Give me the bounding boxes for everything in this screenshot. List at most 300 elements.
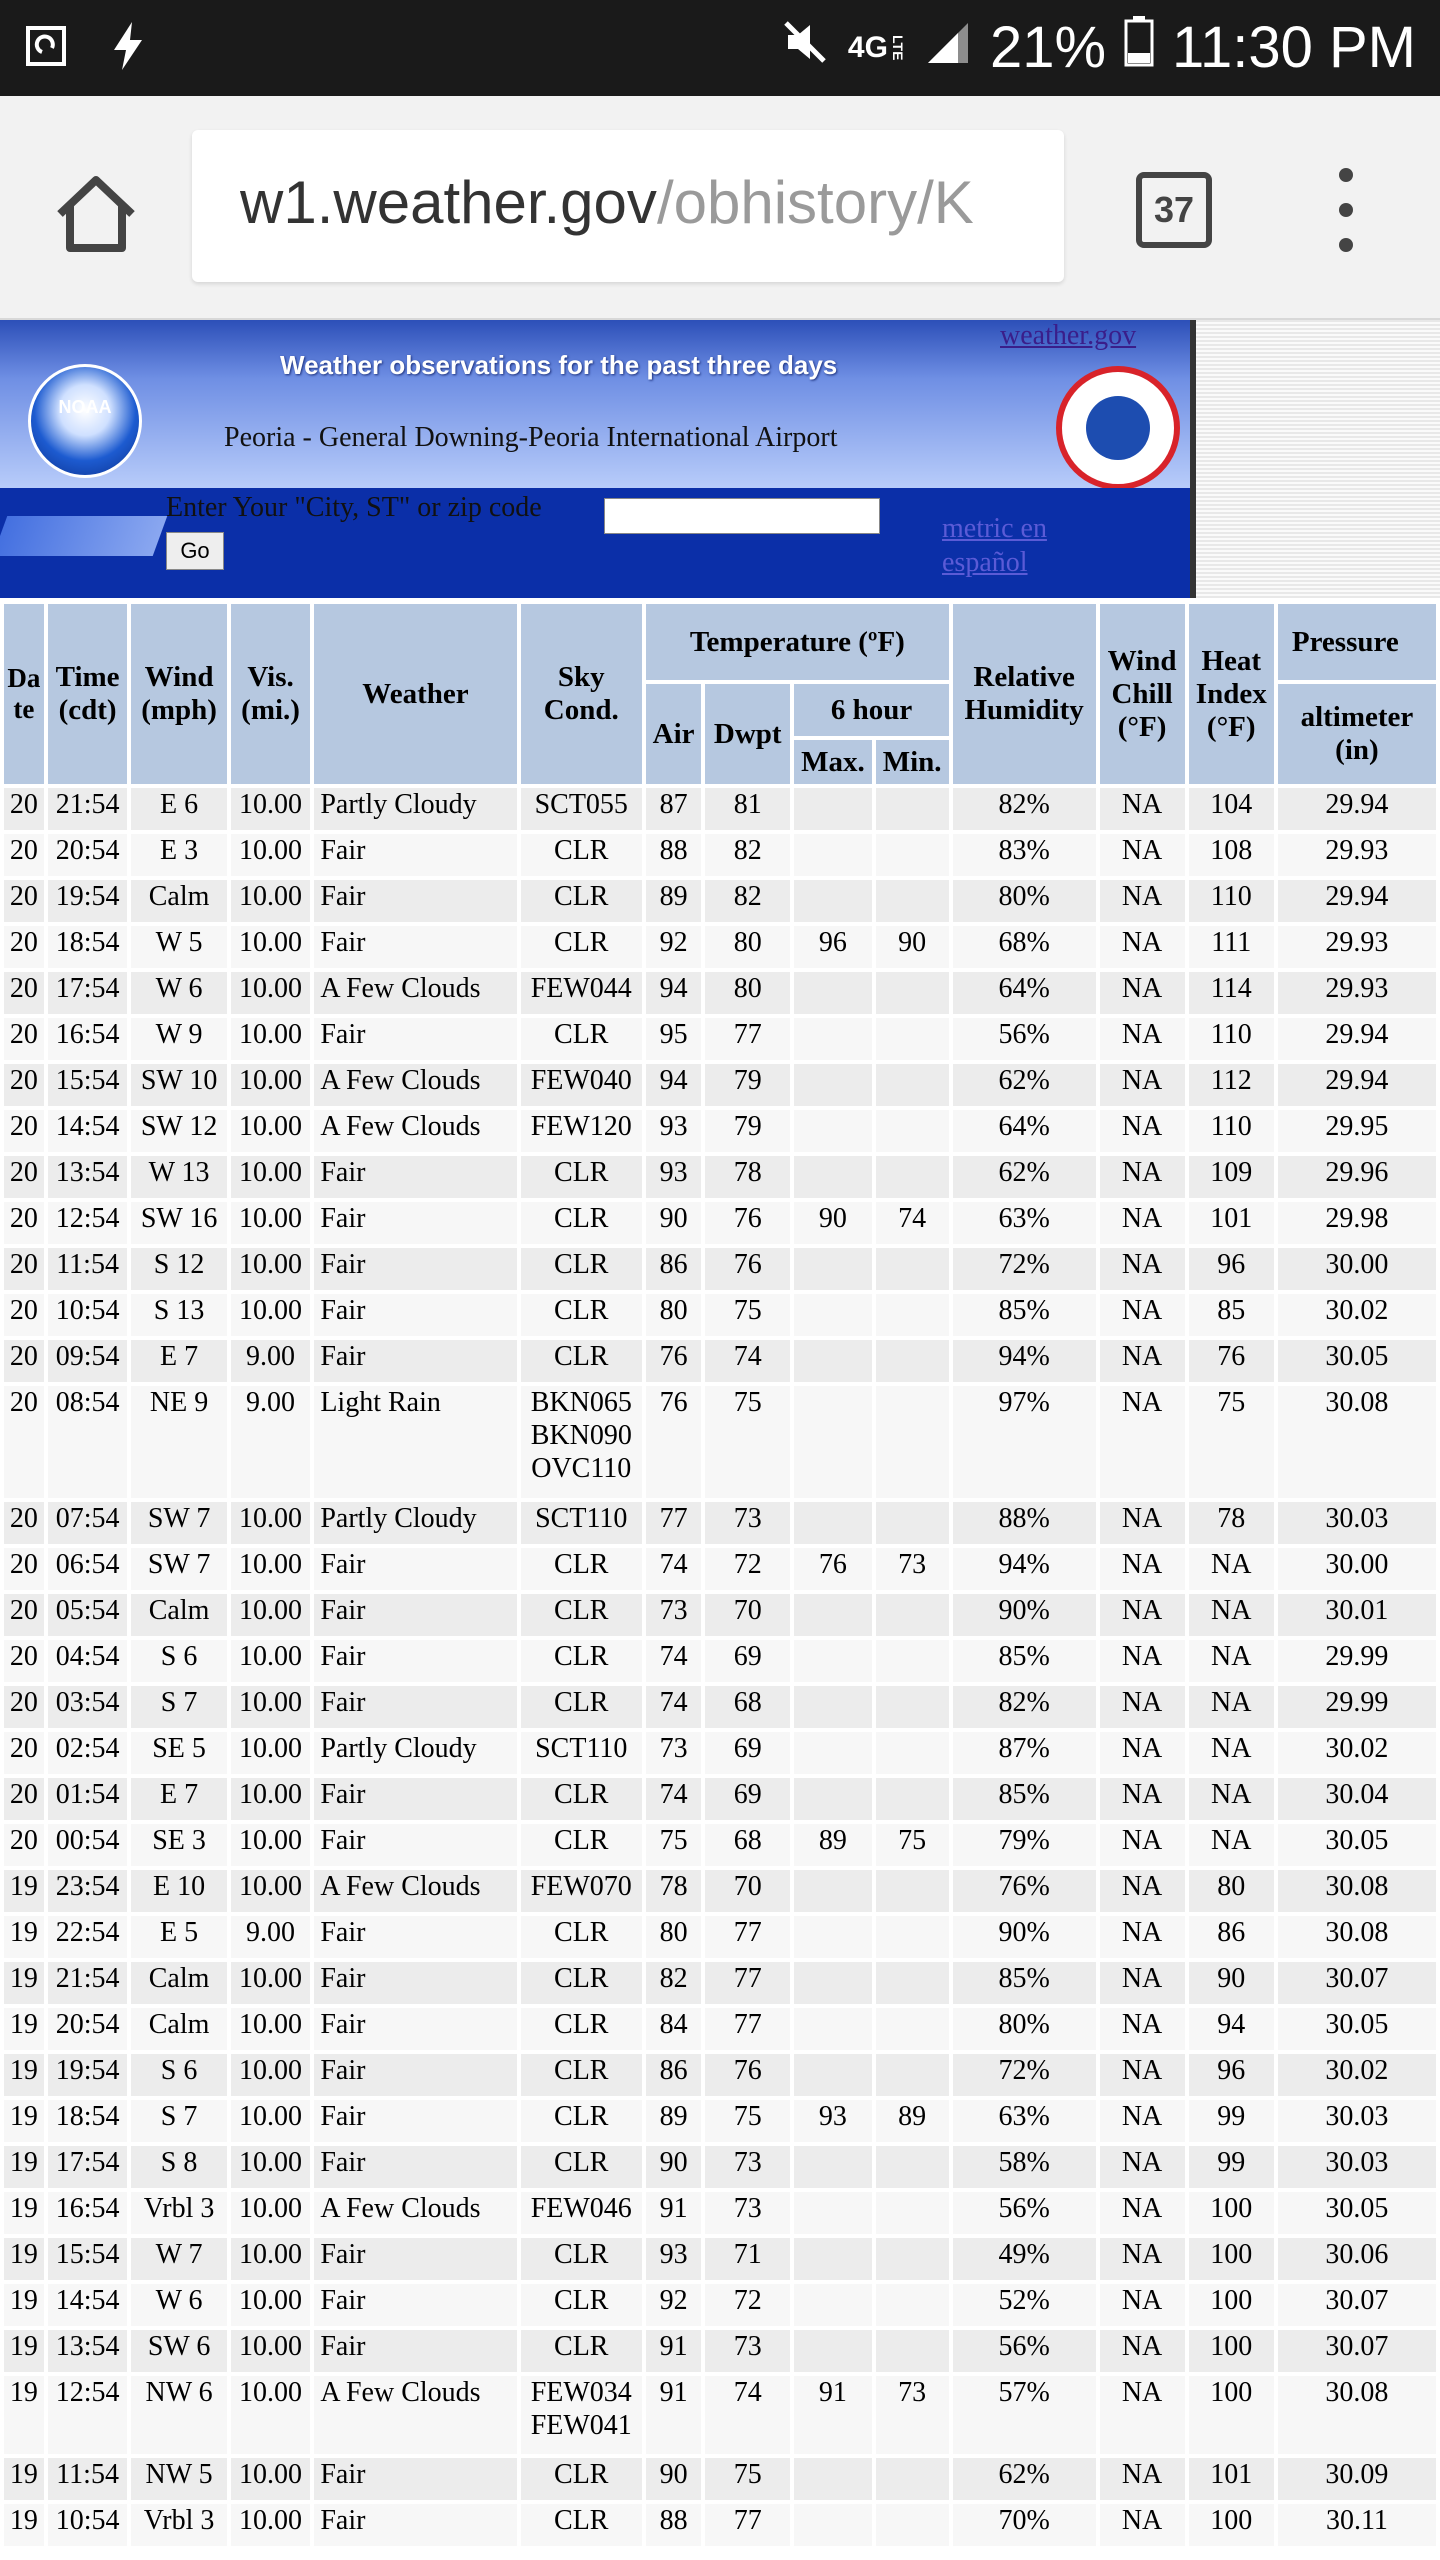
- cell-wind-chill: NA: [1100, 972, 1185, 1014]
- cell-wind: SW 7: [131, 1548, 226, 1590]
- cell-dewpoint: 68: [705, 1824, 790, 1866]
- table-row: [4, 1686, 1436, 1728]
- cell-altimeter: 29.94: [1278, 1018, 1436, 1060]
- cell-altimeter: 29.93: [1278, 834, 1436, 876]
- header-dewpoint: Dwpt: [705, 684, 790, 784]
- cell-six-hour-min: [876, 1916, 949, 1958]
- cell-time: 13:54: [48, 1156, 128, 1198]
- cell-six-hour-min: [876, 2054, 949, 2096]
- cell-six-hour-max: [794, 2146, 871, 2188]
- cell-air-temp: 88: [646, 834, 701, 876]
- cell-wind-chill: NA: [1100, 1502, 1185, 1544]
- table-row: [4, 972, 1436, 1014]
- cell-humidity: 85%: [953, 1294, 1096, 1336]
- cell-altimeter: 30.01: [1278, 1594, 1436, 1636]
- table-row: [4, 2376, 1436, 2454]
- cell-sky-condition: SCT110: [521, 1732, 642, 1774]
- cell-altimeter: 30.02: [1278, 1732, 1436, 1774]
- cell-six-hour-min: [876, 834, 949, 876]
- weather-gov-link[interactable]: weather.gov: [1000, 320, 1137, 351]
- cell-sky-condition: CLR: [521, 880, 642, 922]
- screen-rotate-icon: [20, 20, 72, 72]
- overflow-menu-button[interactable]: [1326, 168, 1366, 252]
- cell-altimeter: 29.93: [1278, 972, 1436, 1014]
- cell-wind: Calm: [131, 1962, 226, 2004]
- cell-six-hour-max: [794, 972, 871, 1014]
- noaa-logo-icon[interactable]: [28, 364, 142, 478]
- cell-time: 14:54: [48, 2284, 128, 2326]
- cell-wind-chill: NA: [1100, 1294, 1185, 1336]
- cell-heat-index: 86: [1189, 1916, 1274, 1958]
- cell-date: 19: [4, 2504, 44, 2546]
- cell-sky-condition: CLR: [521, 2504, 642, 2546]
- cell-visibility: 10.00: [231, 2238, 311, 2280]
- cell-altimeter: 30.05: [1278, 1824, 1436, 1866]
- cell-heat-index: NA: [1189, 1732, 1274, 1774]
- cell-heat-index: 108: [1189, 834, 1274, 876]
- cell-weather: Partly Cloudy: [314, 788, 516, 830]
- cell-wind-chill: NA: [1100, 2504, 1185, 2546]
- cell-six-hour-max: [794, 2192, 871, 2234]
- cell-six-hour-min: 74: [876, 1202, 949, 1244]
- cell-weather: A Few Clouds: [314, 1870, 516, 1912]
- cell-wind-chill: NA: [1100, 2284, 1185, 2326]
- cell-humidity: 49%: [953, 2238, 1096, 2280]
- header-wind-chill: Wind Chill (°F): [1100, 604, 1185, 784]
- cell-wind-chill: NA: [1100, 1916, 1185, 1958]
- cell-weather: A Few Clouds: [314, 2376, 516, 2454]
- cell-six-hour-min: [876, 1502, 949, 1544]
- cell-heat-index: 100: [1189, 2504, 1274, 2546]
- cell-time: 06:54: [48, 1548, 128, 1590]
- cell-sky-condition: CLR: [521, 1202, 642, 1244]
- cell-date: 19: [4, 2008, 44, 2050]
- cell-sky-condition: CLR: [521, 2458, 642, 2500]
- cell-time: 21:54: [48, 1962, 128, 2004]
- cell-wind: SW 12: [131, 1110, 226, 1152]
- header-wind: Wind (mph): [131, 604, 226, 784]
- table-row: [4, 1202, 1436, 1244]
- cell-six-hour-max: [794, 1386, 871, 1498]
- cell-humidity: 82%: [953, 788, 1096, 830]
- cell-dewpoint: 75: [705, 1294, 790, 1336]
- cell-altimeter: 29.95: [1278, 1110, 1436, 1152]
- cell-weather: A Few Clouds: [314, 1110, 516, 1152]
- clock: 11:30 PM: [1172, 15, 1416, 80]
- cell-humidity: 85%: [953, 1962, 1096, 2004]
- cell-weather: Fair: [314, 2238, 516, 2280]
- cell-wind: W 13: [131, 1156, 226, 1198]
- cell-altimeter: 30.03: [1278, 1502, 1436, 1544]
- cell-time: 18:54: [48, 2100, 128, 2142]
- cell-date: 20: [4, 1294, 44, 1336]
- cell-air-temp: 84: [646, 2008, 701, 2050]
- cell-visibility: 10.00: [231, 1156, 311, 1198]
- cell-air-temp: 89: [646, 2100, 701, 2142]
- cell-visibility: 10.00: [231, 1824, 311, 1866]
- cell-visibility: 9.00: [231, 1916, 311, 1958]
- cell-wind: SE 5: [131, 1732, 226, 1774]
- cell-wind: W 5: [131, 926, 226, 968]
- url-domain: w1.weather.gov: [240, 169, 657, 236]
- cell-date: 19: [4, 1916, 44, 1958]
- cell-wind-chill: NA: [1100, 1824, 1185, 1866]
- cell-wind-chill: NA: [1100, 788, 1185, 830]
- cell-air-temp: 74: [646, 1548, 701, 1590]
- go-button[interactable]: Go: [166, 532, 224, 570]
- cell-date: 20: [4, 834, 44, 876]
- cell-sky-condition: CLR: [521, 2238, 642, 2280]
- cell-air-temp: 73: [646, 1732, 701, 1774]
- cell-date: 19: [4, 2146, 44, 2188]
- cell-six-hour-max: 76: [794, 1548, 871, 1590]
- cell-six-hour-min: [876, 788, 949, 830]
- table-row: [4, 1594, 1436, 1636]
- cell-visibility: 10.00: [231, 880, 311, 922]
- cell-six-hour-min: [876, 2146, 949, 2188]
- cell-visibility: 10.00: [231, 1294, 311, 1336]
- cell-time: 17:54: [48, 972, 128, 1014]
- cell-sky-condition: FEW044: [521, 972, 642, 1014]
- banner-tab-decoration: [0, 516, 167, 556]
- cell-dewpoint: 76: [705, 2054, 790, 2096]
- cell-heat-index: 96: [1189, 2054, 1274, 2096]
- menu-dot-icon: [1339, 203, 1353, 217]
- cell-humidity: 76%: [953, 1870, 1096, 1912]
- header-weather: Weather: [314, 604, 516, 784]
- cell-wind-chill: NA: [1100, 2192, 1185, 2234]
- cell-sky-condition: CLR: [521, 2054, 642, 2096]
- cell-wind-chill: NA: [1100, 1594, 1185, 1636]
- cell-wind: SW 16: [131, 1202, 226, 1244]
- observations-table: [0, 600, 1440, 2550]
- network-label: 4G: [847, 30, 888, 64]
- cell-humidity: 56%: [953, 2192, 1096, 2234]
- cell-heat-index: 101: [1189, 2458, 1274, 2500]
- cell-dewpoint: 77: [705, 1962, 790, 2004]
- table-row: [4, 1248, 1436, 1290]
- cell-weather: A Few Clouds: [314, 1064, 516, 1106]
- cell-wind: S 13: [131, 1294, 226, 1336]
- table-row: [4, 1502, 1436, 1544]
- cell-six-hour-max: [794, 1640, 871, 1682]
- network-type: [848, 31, 906, 65]
- cell-six-hour-max: [794, 1870, 871, 1912]
- cell-weather: A Few Clouds: [314, 2192, 516, 2234]
- cell-visibility: 10.00: [231, 2284, 311, 2326]
- cell-visibility: 10.00: [231, 1248, 311, 1290]
- cell-wind-chill: NA: [1100, 1870, 1185, 1912]
- tab-switcher-button[interactable]: 37: [1136, 172, 1212, 248]
- table-row: [4, 1386, 1436, 1498]
- cell-sky-condition: CLR: [521, 1156, 642, 1198]
- cell-humidity: 85%: [953, 1778, 1096, 1820]
- cell-six-hour-min: [876, 2458, 949, 2500]
- cell-date: 20: [4, 1502, 44, 1544]
- cell-wind: E 10: [131, 1870, 226, 1912]
- cell-dewpoint: 76: [705, 1248, 790, 1290]
- header-time: Time (cdt): [48, 604, 128, 784]
- cell-sky-condition: BKN065 BKN090 OVC110: [521, 1386, 642, 1498]
- cell-altimeter: 30.08: [1278, 2376, 1436, 2454]
- cell-heat-index: 100: [1189, 2376, 1274, 2454]
- cell-time: 15:54: [48, 1064, 128, 1106]
- cell-time: 14:54: [48, 1110, 128, 1152]
- cell-weather: Fair: [314, 1594, 516, 1636]
- cell-dewpoint: 75: [705, 1386, 790, 1498]
- cell-dewpoint: 74: [705, 1340, 790, 1382]
- cell-visibility: 10.00: [231, 2458, 311, 2500]
- cell-dewpoint: 81: [705, 788, 790, 830]
- cell-heat-index: 75: [1189, 1386, 1274, 1498]
- cell-air-temp: 77: [646, 1502, 701, 1544]
- cell-dewpoint: 72: [705, 2284, 790, 2326]
- cell-dewpoint: 71: [705, 2238, 790, 2280]
- cell-wind: NW 5: [131, 2458, 226, 2500]
- cell-date: 20: [4, 1640, 44, 1682]
- cell-dewpoint: 72: [705, 1548, 790, 1590]
- cell-weather: Fair: [314, 1018, 516, 1060]
- cell-humidity: 62%: [953, 2458, 1096, 2500]
- table-row: [4, 2458, 1436, 2500]
- cell-air-temp: 90: [646, 2458, 701, 2500]
- cell-time: 11:54: [48, 2458, 128, 2500]
- cell-wind: SW 6: [131, 2330, 226, 2372]
- cell-visibility: 10.00: [231, 2376, 311, 2454]
- cell-altimeter: 30.05: [1278, 1340, 1436, 1382]
- cell-altimeter: 30.11: [1278, 2504, 1436, 2546]
- cell-air-temp: 92: [646, 2284, 701, 2326]
- cell-wind-chill: NA: [1100, 1202, 1185, 1244]
- cell-six-hour-max: [794, 2504, 871, 2546]
- cell-wind: NE 9: [131, 1386, 226, 1498]
- cell-humidity: 88%: [953, 1502, 1096, 1544]
- cell-dewpoint: 70: [705, 1870, 790, 1912]
- cell-sky-condition: FEW070: [521, 1870, 642, 1912]
- cell-six-hour-max: [794, 1110, 871, 1152]
- cell-humidity: 64%: [953, 972, 1096, 1014]
- cell-altimeter: 29.99: [1278, 1640, 1436, 1682]
- cell-altimeter: 30.08: [1278, 1386, 1436, 1498]
- cell-wind-chill: NA: [1100, 2458, 1185, 2500]
- cell-humidity: 90%: [953, 1594, 1096, 1636]
- cell-wind: E 3: [131, 834, 226, 876]
- cell-dewpoint: 75: [705, 2100, 790, 2142]
- cell-altimeter: 30.03: [1278, 2146, 1436, 2188]
- cell-altimeter: 30.08: [1278, 1870, 1436, 1912]
- cell-wind: S 7: [131, 2100, 226, 2142]
- cell-date: 20: [4, 1202, 44, 1244]
- cell-humidity: 58%: [953, 2146, 1096, 2188]
- cell-weather: Fair: [314, 2054, 516, 2096]
- cell-sky-condition: SCT055: [521, 788, 642, 830]
- table-row: [4, 2238, 1436, 2280]
- cell-air-temp: 92: [646, 926, 701, 968]
- cell-heat-index: NA: [1189, 1594, 1274, 1636]
- table-row: [4, 1824, 1436, 1866]
- observations-body: [4, 788, 1436, 2546]
- signal-icon: [924, 14, 972, 81]
- cell-six-hour-max: [794, 2054, 871, 2096]
- cell-date: 20: [4, 880, 44, 922]
- cell-six-hour-min: [876, 1594, 949, 1636]
- table-row: [4, 834, 1436, 876]
- cell-visibility: 10.00: [231, 1502, 311, 1544]
- cell-humidity: 63%: [953, 1202, 1096, 1244]
- cell-wind-chill: NA: [1100, 2146, 1185, 2188]
- noaa-logo-text: NOAA: [58, 397, 112, 417]
- cell-six-hour-min: [876, 1962, 949, 2004]
- cell-time: 19:54: [48, 880, 128, 922]
- cell-altimeter: 30.02: [1278, 2054, 1436, 2096]
- cell-weather: Fair: [314, 1340, 516, 1382]
- cell-altimeter: 30.03: [1278, 2100, 1436, 2142]
- cell-six-hour-min: [876, 2192, 949, 2234]
- cell-date: 20: [4, 1686, 44, 1728]
- header-max: Max.: [794, 740, 871, 784]
- cell-weather: Partly Cloudy: [314, 1732, 516, 1774]
- cell-visibility: 10.00: [231, 1064, 311, 1106]
- table-row: [4, 1778, 1436, 1820]
- cell-date: 20: [4, 1732, 44, 1774]
- cell-wind: Calm: [131, 1594, 226, 1636]
- cell-six-hour-min: [876, 1156, 949, 1198]
- cell-altimeter: 29.93: [1278, 926, 1436, 968]
- search-label: Enter Your "City, ST" or zip code: [166, 492, 542, 523]
- cell-air-temp: 94: [646, 1064, 701, 1106]
- cell-sky-condition: CLR: [521, 1248, 642, 1290]
- cell-dewpoint: 69: [705, 1778, 790, 1820]
- metric-spanish-link[interactable]: metric en español: [942, 513, 1047, 578]
- cell-air-temp: 78: [646, 1870, 701, 1912]
- cell-wind: W 6: [131, 972, 226, 1014]
- url-text: [240, 168, 1030, 237]
- cell-weather: Fair: [314, 1548, 516, 1590]
- cell-altimeter: 30.05: [1278, 2008, 1436, 2050]
- cell-wind-chill: NA: [1100, 2008, 1185, 2050]
- cell-humidity: 97%: [953, 1386, 1096, 1498]
- cell-humidity: 90%: [953, 1916, 1096, 1958]
- cell-wind-chill: NA: [1100, 2100, 1185, 2142]
- cell-heat-index: 96: [1189, 1248, 1274, 1290]
- cell-six-hour-max: [794, 2284, 871, 2326]
- cell-air-temp: 74: [646, 1686, 701, 1728]
- cell-altimeter: 30.00: [1278, 1248, 1436, 1290]
- cell-time: 20:54: [48, 2008, 128, 2050]
- cell-time: 23:54: [48, 1870, 128, 1912]
- nws-logo-icon[interactable]: [1056, 366, 1180, 490]
- cell-heat-index: NA: [1189, 1824, 1274, 1866]
- cell-dewpoint: 73: [705, 2330, 790, 2372]
- cell-altimeter: 29.98: [1278, 1202, 1436, 1244]
- cell-heat-index: 100: [1189, 2330, 1274, 2372]
- cell-date: 20: [4, 1386, 44, 1498]
- table-row: [4, 1870, 1436, 1912]
- location-search-input[interactable]: [604, 498, 880, 534]
- table-row: [4, 1548, 1436, 1590]
- cell-wind: E 7: [131, 1778, 226, 1820]
- cell-weather: Fair: [314, 2458, 516, 2500]
- cell-date: 20: [4, 972, 44, 1014]
- cell-air-temp: 76: [646, 1340, 701, 1382]
- cell-weather: Fair: [314, 2008, 516, 2050]
- cell-sky-condition: SCT110: [521, 1502, 642, 1544]
- cell-sky-condition: FEW034 FEW041: [521, 2376, 642, 2454]
- cell-six-hour-min: 90: [876, 926, 949, 968]
- cell-time: 17:54: [48, 2146, 128, 2188]
- cell-wind: W 7: [131, 2238, 226, 2280]
- cell-date: 20: [4, 926, 44, 968]
- cell-wind-chill: NA: [1100, 1686, 1185, 1728]
- address-bar[interactable]: [192, 130, 1064, 282]
- cell-heat-index: 78: [1189, 1502, 1274, 1544]
- cell-date: 20: [4, 1824, 44, 1866]
- cell-wind-chill: NA: [1100, 926, 1185, 968]
- cell-wind-chill: NA: [1100, 1156, 1185, 1198]
- flash-icon: [102, 20, 154, 72]
- cell-heat-index: 104: [1189, 788, 1274, 830]
- network-sub-label: LTE: [889, 34, 906, 61]
- cell-date: 20: [4, 1594, 44, 1636]
- cell-dewpoint: 69: [705, 1732, 790, 1774]
- cell-six-hour-max: [794, 1156, 871, 1198]
- table-row: [4, 1732, 1436, 1774]
- cell-time: 13:54: [48, 2330, 128, 2372]
- cell-weather: Fair: [314, 880, 516, 922]
- cell-heat-index: 101: [1189, 1202, 1274, 1244]
- cell-six-hour-max: [794, 1018, 871, 1060]
- cell-dewpoint: 77: [705, 2008, 790, 2050]
- cell-weather: Fair: [314, 1686, 516, 1728]
- header-visibility: Vis. (mi.): [231, 604, 311, 784]
- cell-humidity: 70%: [953, 2504, 1096, 2546]
- cell-humidity: 83%: [953, 834, 1096, 876]
- cell-six-hour-min: 73: [876, 1548, 949, 1590]
- cell-date: 20: [4, 1064, 44, 1106]
- cell-heat-index: NA: [1189, 1686, 1274, 1728]
- cell-time: 18:54: [48, 926, 128, 968]
- cell-heat-index: 110: [1189, 1110, 1274, 1152]
- cell-air-temp: 91: [646, 2376, 701, 2454]
- cell-visibility: 10.00: [231, 1640, 311, 1682]
- home-button[interactable]: [48, 166, 144, 262]
- cell-six-hour-min: [876, 1732, 949, 1774]
- cell-six-hour-min: [876, 972, 949, 1014]
- cell-sky-condition: CLR: [521, 1294, 642, 1336]
- web-page[interactable]: [0, 320, 1440, 2560]
- header-temperature: Temperature (ºF): [646, 604, 949, 680]
- cell-time: 19:54: [48, 2054, 128, 2096]
- cell-six-hour-min: [876, 1686, 949, 1728]
- cell-six-hour-min: [876, 1640, 949, 1682]
- cell-wind-chill: NA: [1100, 1110, 1185, 1152]
- cell-time: 15:54: [48, 2238, 128, 2280]
- table-row: [4, 880, 1436, 922]
- table-row: [4, 788, 1436, 830]
- cell-sky-condition: CLR: [521, 1548, 642, 1590]
- cell-date: 20: [4, 1156, 44, 1198]
- cell-humidity: 87%: [953, 1732, 1096, 1774]
- cell-visibility: 10.00: [231, 972, 311, 1014]
- cell-visibility: 10.00: [231, 2146, 311, 2188]
- browser-toolbar: [0, 96, 1440, 320]
- cell-six-hour-max: [794, 2238, 871, 2280]
- cell-wind-chill: NA: [1100, 2330, 1185, 2372]
- cell-date: 19: [4, 2376, 44, 2454]
- cell-altimeter: 29.99: [1278, 1686, 1436, 1728]
- cell-wind: S 12: [131, 1248, 226, 1290]
- cell-dewpoint: 79: [705, 1064, 790, 1106]
